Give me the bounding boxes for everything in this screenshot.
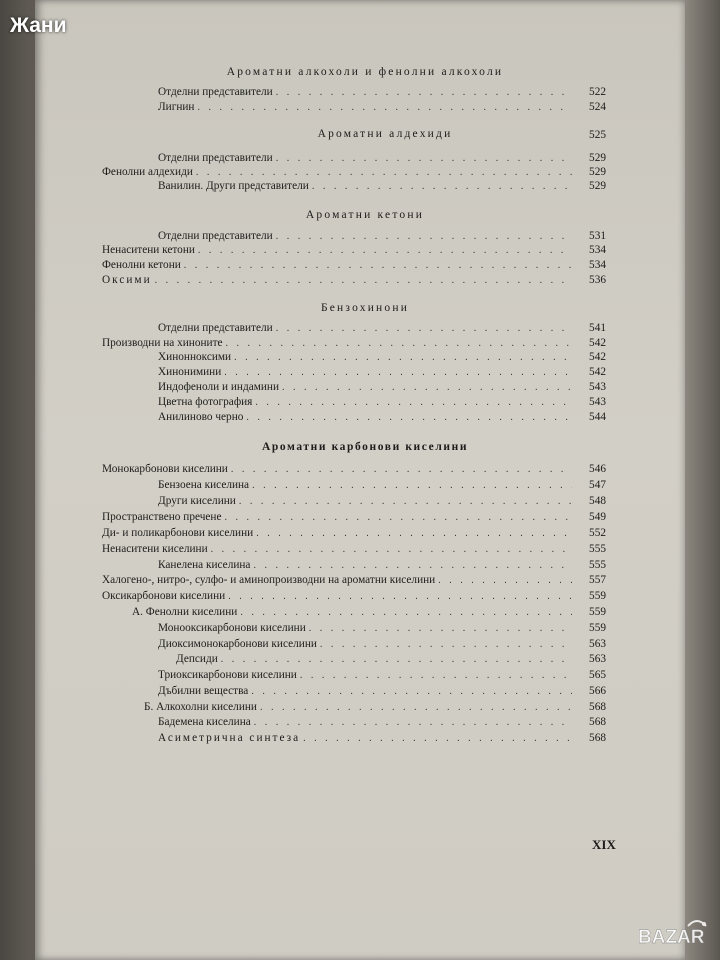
leader-dots: [221, 654, 572, 665]
page-edge-shadow: [685, 0, 720, 960]
leader-dots: [251, 686, 572, 697]
entry-page: 536: [589, 274, 606, 286]
toc-entry: [158, 322, 606, 337]
leader-dots: [276, 153, 572, 164]
entry-title: Пространствено пречене: [102, 511, 222, 523]
entry-title: Отделни представители: [158, 86, 273, 98]
toc-entry: [102, 274, 606, 289]
entry-title: Отделни представители: [158, 322, 273, 334]
entry-page: 547: [589, 479, 606, 491]
leader-dots: [228, 591, 572, 602]
toc-entry: [158, 180, 606, 195]
watermark-text: Жани: [10, 14, 67, 37]
entry-title: Други киселини: [158, 495, 236, 507]
entry-page: 524: [589, 101, 606, 113]
toc-entry: [102, 590, 606, 605]
toc-entry: [102, 166, 606, 181]
leader-dots: [246, 412, 572, 423]
leader-dots: [240, 607, 572, 618]
leader-dots: [320, 639, 572, 650]
toc-entry: [144, 701, 606, 716]
toc-entry: [132, 606, 606, 621]
entry-page: 529: [589, 152, 606, 164]
entry-page: 568: [589, 732, 606, 744]
leader-dots: [276, 87, 572, 98]
toc-entry: [158, 622, 606, 637]
toc-entry: [102, 463, 606, 478]
entry-title: Депсиди: [176, 653, 218, 665]
entry-page: 529: [589, 180, 606, 192]
leader-dots: [184, 260, 572, 271]
entry-page: 548: [589, 495, 606, 507]
toc-entry: [158, 716, 606, 731]
entry-title: Анилиново черно: [158, 411, 244, 423]
leader-dots: [224, 367, 572, 378]
toc-entry: [158, 152, 606, 167]
entry-title: Лигнин: [158, 101, 195, 113]
entry-page: 559: [589, 622, 606, 634]
entry-page: 529: [589, 166, 606, 178]
toc-entry: [102, 337, 606, 352]
toc-entry: [158, 685, 606, 700]
leader-dots: [197, 102, 572, 113]
entry-title: Производни на хиноните: [102, 337, 223, 349]
entry-title: Ванилин. Други представители: [158, 180, 309, 192]
entry-title: Асиметрична синтеза: [158, 732, 301, 744]
leader-dots: [253, 560, 572, 571]
entry-page: 534: [589, 259, 606, 271]
toc-entry: [102, 527, 606, 542]
entry-title: Халогено-, нитро-, сулфо- и аминопроизводни на ароматни киселини: [102, 574, 436, 586]
entry-title: Ненаситени кетони: [102, 244, 195, 256]
entry-page: 522: [589, 86, 606, 98]
entry-title: Оксими: [102, 274, 152, 286]
toc-entry: [102, 543, 606, 558]
entry-page: 534: [589, 244, 606, 256]
entry-page: 543: [589, 396, 606, 408]
entry-title: Б. Алкохолни киселини: [144, 701, 257, 713]
toc-entry: [158, 559, 606, 574]
entry-title: Монокарбонови киселини: [102, 463, 228, 475]
entry-page: 566: [589, 685, 606, 697]
toc-entry: [158, 669, 606, 684]
leader-dots: [276, 231, 572, 242]
entry-page: 563: [589, 653, 606, 665]
entry-title: Фенолни кетони: [102, 259, 181, 271]
toc-entry: [158, 86, 606, 101]
toc-entry: [158, 411, 606, 426]
entry-page: 544: [589, 411, 606, 423]
toc-entry: [158, 396, 606, 411]
leader-dots: [226, 338, 572, 349]
heading-page: 525: [589, 129, 606, 141]
entry-title: Отделни представители: [158, 230, 273, 242]
leader-dots: [234, 352, 572, 363]
leader-dots: [312, 181, 572, 192]
leader-dots: [239, 496, 572, 507]
entry-page: 552: [589, 527, 606, 539]
leader-dots: [231, 464, 572, 475]
section-heading: Ароматни алдехиди: [317, 128, 453, 140]
toc-entry: [158, 638, 606, 653]
entry-page: 543: [589, 381, 606, 393]
toc-entry: [158, 351, 606, 366]
toc-entry: [102, 511, 606, 526]
entry-page: 542: [589, 351, 606, 363]
toc-entry: [102, 244, 606, 259]
toc-entry: [176, 653, 606, 668]
section-heading: Бензохинони: [320, 302, 410, 314]
page-folio: XIX: [592, 837, 616, 852]
entry-title: Фенолни алдехиди: [102, 166, 193, 178]
toc-entry: [158, 381, 606, 396]
leader-dots: [198, 245, 572, 256]
entry-title: Ненаситени киселини: [102, 543, 208, 555]
entry-page: 555: [589, 559, 606, 571]
entry-page: 555: [589, 543, 606, 555]
entry-title: А. Фенолни киселини: [132, 606, 238, 618]
entry-page: 557: [589, 574, 606, 586]
leader-dots: [309, 623, 572, 634]
section-heading: Ароматни алкохоли и фенолни алкохоли: [226, 66, 504, 78]
leader-dots: [196, 167, 572, 178]
toc-entry: [158, 479, 606, 494]
entry-page: 549: [589, 511, 606, 523]
leader-dots: [211, 544, 572, 555]
entry-page: 546: [589, 463, 606, 475]
entry-title: Бензоена киселина: [158, 479, 250, 491]
entry-page: 559: [589, 606, 606, 618]
entry-title: Монооксикарбонови киселини: [158, 622, 306, 634]
entry-title: Цветна фотография: [158, 396, 253, 408]
entry-title: Дъбилни вещества: [158, 685, 249, 697]
entry-title: Отделни представители: [158, 152, 273, 164]
toc-entry: [102, 259, 606, 274]
toc-entry: [158, 732, 606, 747]
toc-entry: [158, 495, 606, 510]
entry-title: Канелена киселина: [158, 559, 251, 571]
leader-dots: [282, 382, 572, 393]
leader-dots: [155, 275, 572, 286]
entry-page: 541: [589, 322, 606, 334]
leader-dots: [252, 480, 572, 491]
svg-text:BAZAR: BAZAR: [638, 927, 705, 948]
entry-page: 565: [589, 669, 606, 681]
leader-dots: [303, 733, 572, 744]
toc-entry: [158, 366, 606, 381]
entry-page: 542: [589, 337, 606, 349]
leader-dots: [254, 717, 572, 728]
entry-page: 559: [589, 590, 606, 602]
toc-entry: [158, 230, 606, 245]
entry-page: 568: [589, 716, 606, 728]
bazar-logo: [636, 914, 712, 954]
section-heading: Ароматни карбонови киселини: [261, 441, 469, 453]
section-heading: Ароматни кетони: [305, 209, 425, 221]
entry-title: Триоксикарбонови киселини: [158, 669, 297, 681]
entry-page: 568: [589, 701, 606, 713]
entry-title: Оксикарбонови киселини: [102, 590, 226, 602]
leader-dots: [255, 397, 572, 408]
entry-page: 542: [589, 366, 606, 378]
entry-title: Индофеноли и индамини: [158, 381, 279, 393]
leader-dots: [300, 670, 572, 681]
entry-title: Бадемена киселина: [158, 716, 251, 728]
entry-title: Ди- и поликарбонови киселини: [102, 527, 254, 539]
entry-title: Хинонноксими: [158, 351, 232, 363]
toc-entry: [102, 574, 606, 589]
entry-title: Диоксимонокарбонови киселини: [158, 638, 317, 650]
leader-dots: [224, 512, 572, 523]
entry-title: Хинонимини: [158, 366, 222, 378]
leader-dots: [438, 575, 572, 586]
leader-dots: [276, 323, 572, 334]
leader-dots: [260, 702, 572, 713]
entry-page: 531: [589, 230, 606, 242]
leader-dots: [256, 528, 572, 539]
entry-page: 563: [589, 638, 606, 650]
toc-entry: [158, 101, 606, 116]
